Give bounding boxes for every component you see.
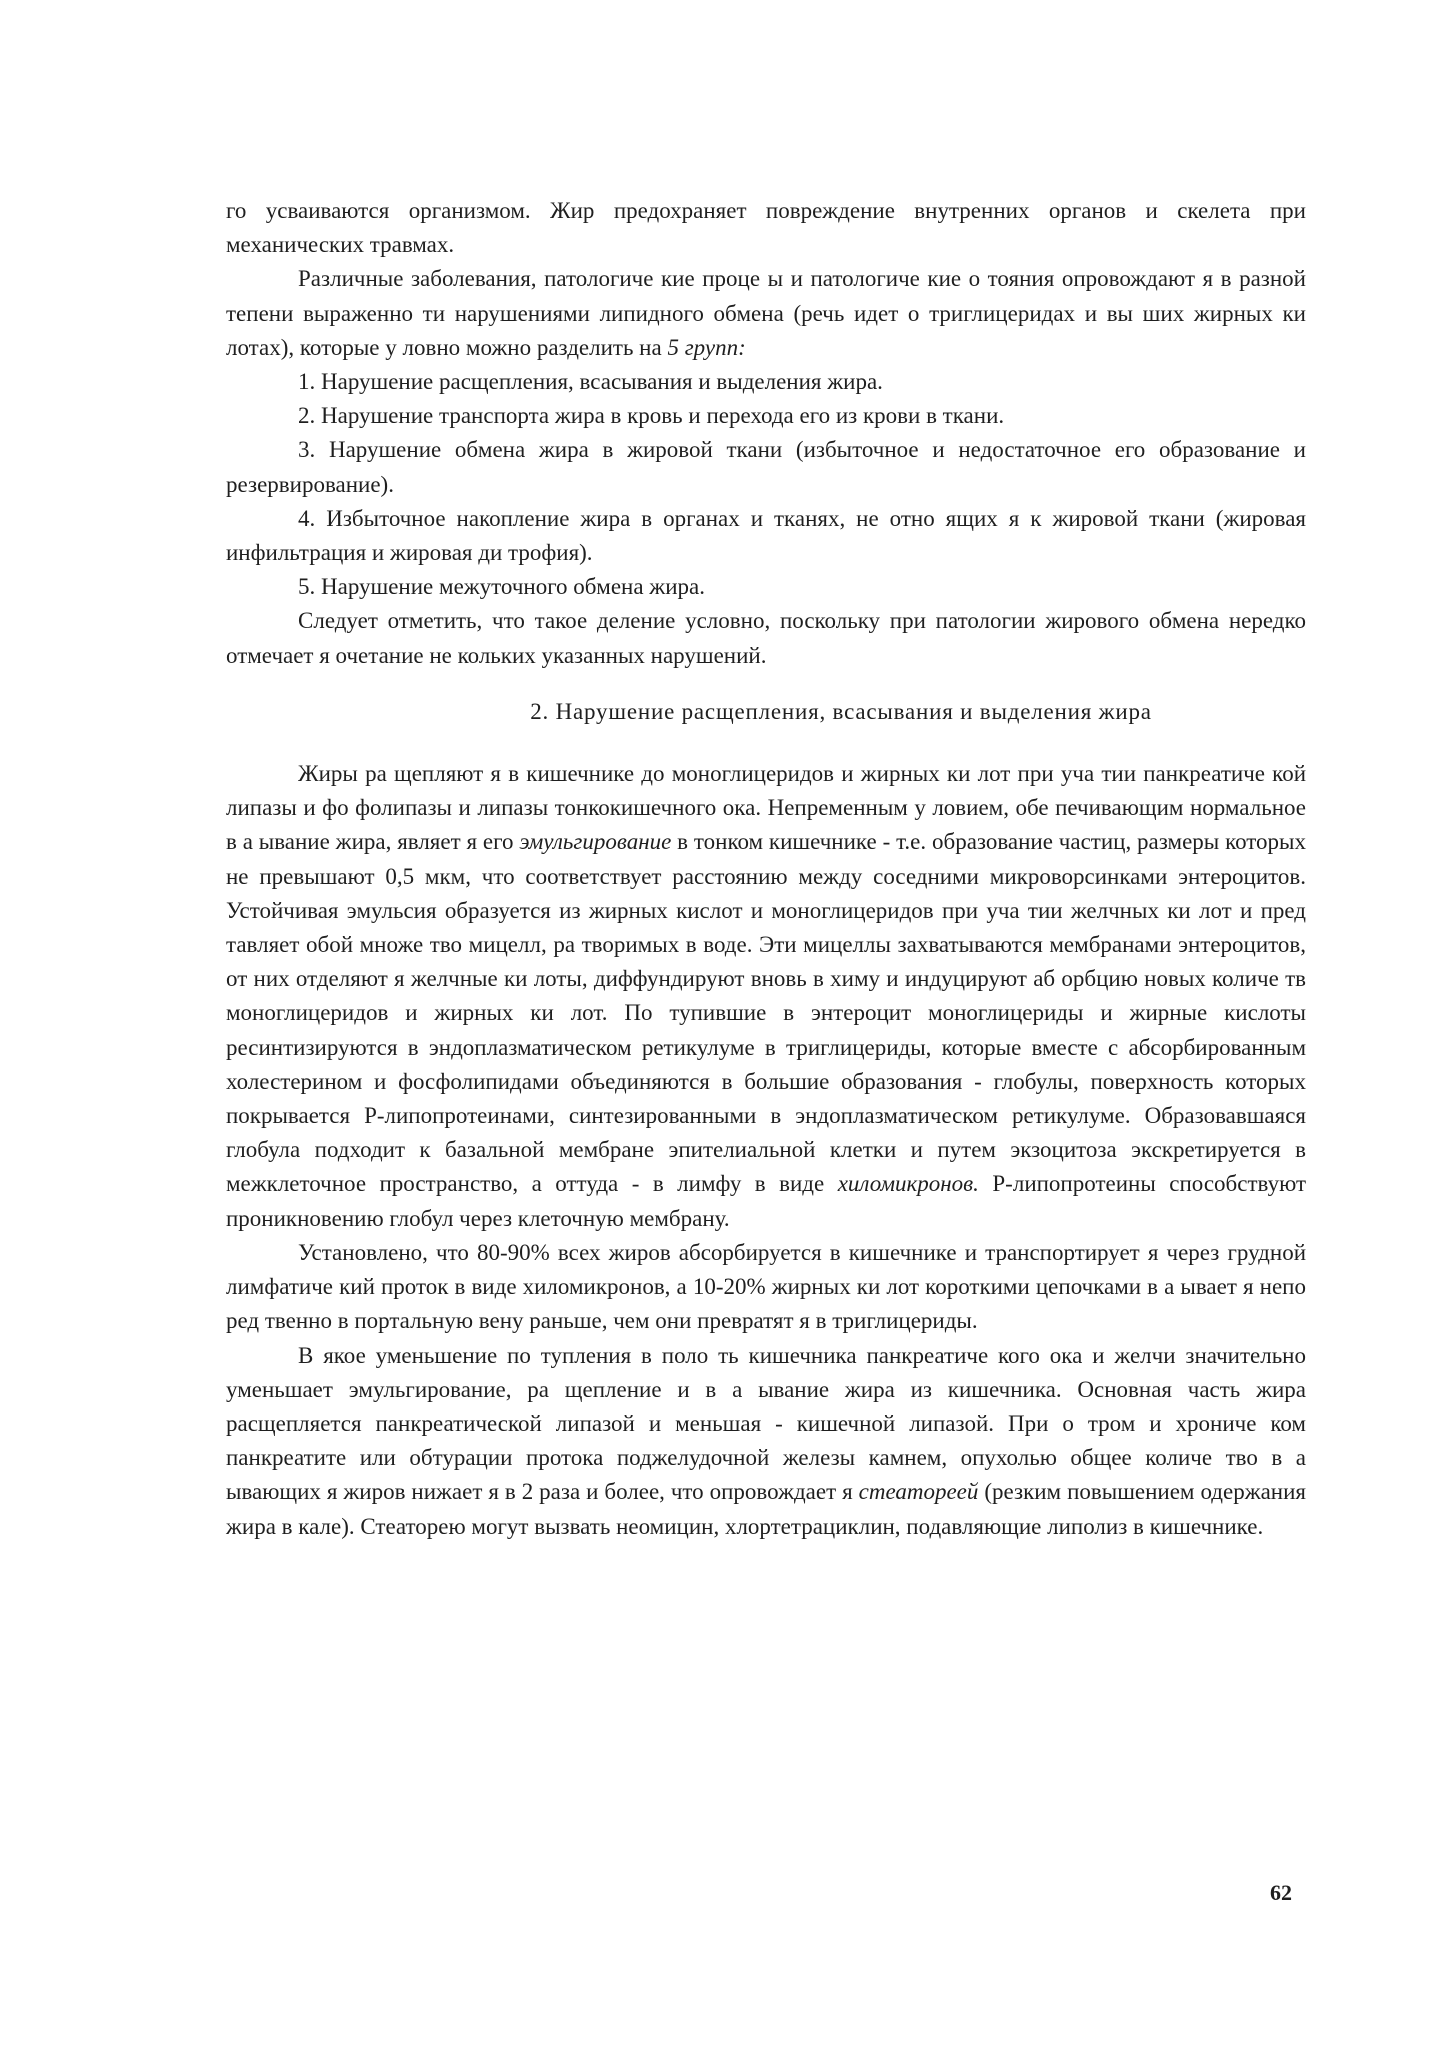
section-paragraph-1-text-c: Р-липопротеины способствуют проникновению глобул через клеточную мембрану. xyxy=(226,1171,1306,1231)
section-paragraph-3-text-a: В якое уменьшение по тупления в поло ть кишечника панкреатиче кого ока и желчи значительно уменьшает эмульгирование, ра щепление и в а ывание жира из кишечника. Основная часть жира расщепляется панкреатической липазой и меньшая - кишечной липазой. При о тром и хрониче ком панкреатите или обтурации протока поджелудочной железы камнем, опухолью общее количе тво в а ывающих я жиров нижает я в 2 раза и более, что опровождает я xyxy=(226,1342,1306,1505)
section-paragraph-1-text-a: Жиры ра щепляют я в кишечнике до моноглицеридов и жирных ки лот при уча тии панкреатиче кой липазы и фо фолипазы и липазы тонкокишечного ока. Непременным у ловием, обе печивающим нормальное в а ывание жира, являет я его xyxy=(226,761,1306,855)
list-item: 1. Нарушение расщепления, всасывания и выделения жира. xyxy=(298,369,883,395)
section-paragraph-3 xyxy=(226,1339,1306,1544)
paragraph-intro-text: Различные заболевания, патологиче кие проце ы и патологиче кие о тояния опровождают я в разной тепени выраженно ти нарушениями липидного обмена (речь идет о триглицеридах и вы ших жирных ки лотах), которые у ловно можно разделить на xyxy=(226,266,1306,360)
section-paragraph-3-text-b: (резким повышением одержания жира в кале). Стеаторею могут вызвать неомицин, хлортетрациклин, подавляющие липолиз в кишечнике. xyxy=(226,1479,1306,1539)
section-paragraph-2: Установлено, что 80-90% всех жиров абсорбируется в кишечнике и транспортирует я через грудной лимфатиче кий проток в виде хиломикронов, а 10-20% жирных ки лот короткими цепочками в а ывает я непо ред твенно в портальную вену раньше, чем они превратят я в триглицериды. xyxy=(226,1239,1306,1334)
paragraph-intro-emphasis: 5 групп: xyxy=(667,334,746,360)
section-paragraph-1-emphasis-1: эмульгирование xyxy=(519,829,672,855)
section-paragraph-1-emphasis-2: хиломикронов. xyxy=(837,1171,979,1197)
section-heading: 2. Нарушение расщепления, всасывания и выделения жира xyxy=(530,698,1152,724)
paragraph-conclusion: Следует отметить, что такое деление условно, поскольку при патологии жирового обмена нередко отмечает я очетание не кольких указанных нарушений. xyxy=(226,608,1306,668)
page-number: 62 xyxy=(1270,1880,1292,1905)
paragraph-intro xyxy=(226,262,1306,365)
list-item: 5. Нарушение межуточного обмена жира. xyxy=(298,574,705,600)
list-item: 3. Нарушение обмена жира в жировой ткани (избыточное и недостаточное его образование и резервирование). xyxy=(226,437,1306,497)
section-paragraph-1-text-b: в тонком кишечнике - т.е. образование частиц, размеры которых не превышают 0,5 мкм, что соответствует расстоянию между соседними микроворсинками энтероцитов. Устойчивая эмульсия образуется из жирных кислот и моноглицеридов при уча тии желчных ки лот и пред тавляет обой множе тво мицелл, ра творимых в воде. Эти мицеллы захватываются мембранами энтероцитов, от них отделяют я желчные ки лоты, диффундируют вновь в химу и индуцируют аб орбцию новых количе тв моноглицеридов и жирных ки лот. По тупившие в энтероцит моноглицериды и жирные кислоты ресинтизируются в эндоплазматическом ретикулуме в триглицериды, которые вместе с абсорбированным холестерином и фосфолипидами объединяются в большие образования - глобулы, поверхность которых покрывается Р-липопротеинами, синтезированными в эндоплазматическом ретикулуме. Образовавшаяся глобула подходит к базальной мембране эпителиальной клетки и путем экзоцитоза экскретируется в межклеточное пространство, а оттуда - в лимфу в виде xyxy=(226,829,1306,1197)
section-paragraph-1 xyxy=(226,757,1306,1236)
paragraph-continuation: го усваиваются организмом. Жир предохраняет повреждение внутренних органов и скелета при механических травмах. xyxy=(226,198,1306,258)
list-item: 4. Избыточное накопление жира в органах и тканях, не отно ящих я к жировой ткани (жировая инфильтрация и жировая ди трофия). xyxy=(226,505,1306,566)
document-page xyxy=(226,194,1306,1544)
list-item: 2. Нарушение транспорта жира в кровь и перехода его из крови в ткани. xyxy=(298,403,1005,429)
section-paragraph-3-emphasis: стеатореей xyxy=(858,1479,979,1505)
